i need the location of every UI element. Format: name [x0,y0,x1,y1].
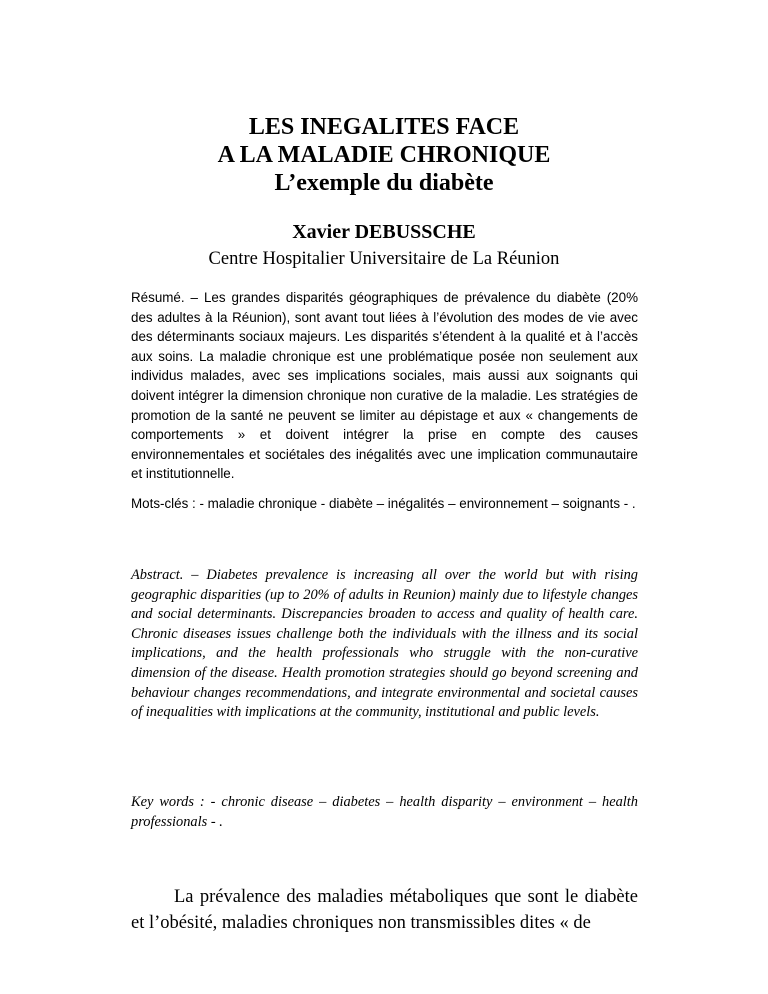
title-subtitle: L’exemple du diabète [274,170,494,196]
body-paragraph: La prévalence des maladies métaboliques que sont le diabète et l’obésité, maladies chroniques non transmissibles dites « de [131,887,638,933]
article-title [0,113,768,197]
title-line-1: LES INEGALITES FACE [248,114,520,140]
resume-paragraph: Résumé. – Les grandes disparités géographiques de prévalence du diabète (20% des adultes à la Réunion), sont avant tout liées à l’évolution des modes de vie avec des déterminants sociaux majeurs. Les disparités s’étendent à la qualité et à l’accès aux soins. La maladie chronique est une problématique posée non seulement aux individus malades, avec ses implications sociales, mais aussi aux soignants qui doivent intégrer la dimension chronique non curative de la maladie. Les stratégies de promotion de la santé ne peuvent se limiter au dépistage et aux « changements de comportements » et doivent intégrer la prise en compte des causes environnementales et sociétales des inégalités avec une implication communautaire et institutionnelle. [131,290,638,482]
author-name: Xavier DEBUSSCHE [292,221,476,243]
key-words-paragraph: Key words : - chronic disease – diabetes – health disparity – environment – health professionals - . [131,794,638,830]
title-line-2: A LA MALADIE CHRONIQUE [217,142,551,168]
author-affiliation: Centre Hospitalier Universitaire de La Réunion [208,249,560,269]
mots-cles-paragraph: Mots-clés : - maladie chronique - diabète – inégalités – environnement – soignants - . [131,496,636,511]
abstract-paragraph: Abstract. – Diabetes prevalence is increasing all over the world but with rising geographic disparities (up to 20% of adults in Reunion) mainly due to lifestyle changes and social determinants. Discrepancies broaden to access and quality of health care. Chronic diseases issues challenge both the individuals with the illness and its social implications, and the health professionals who struggle with the non-curative dimension of the disease. Health promotion strategies should go beyond screening and behaviour changes recommendations, and integrate environmental and societal causes of inequalities with implications at the community, institutional and public levels. [131,567,638,721]
